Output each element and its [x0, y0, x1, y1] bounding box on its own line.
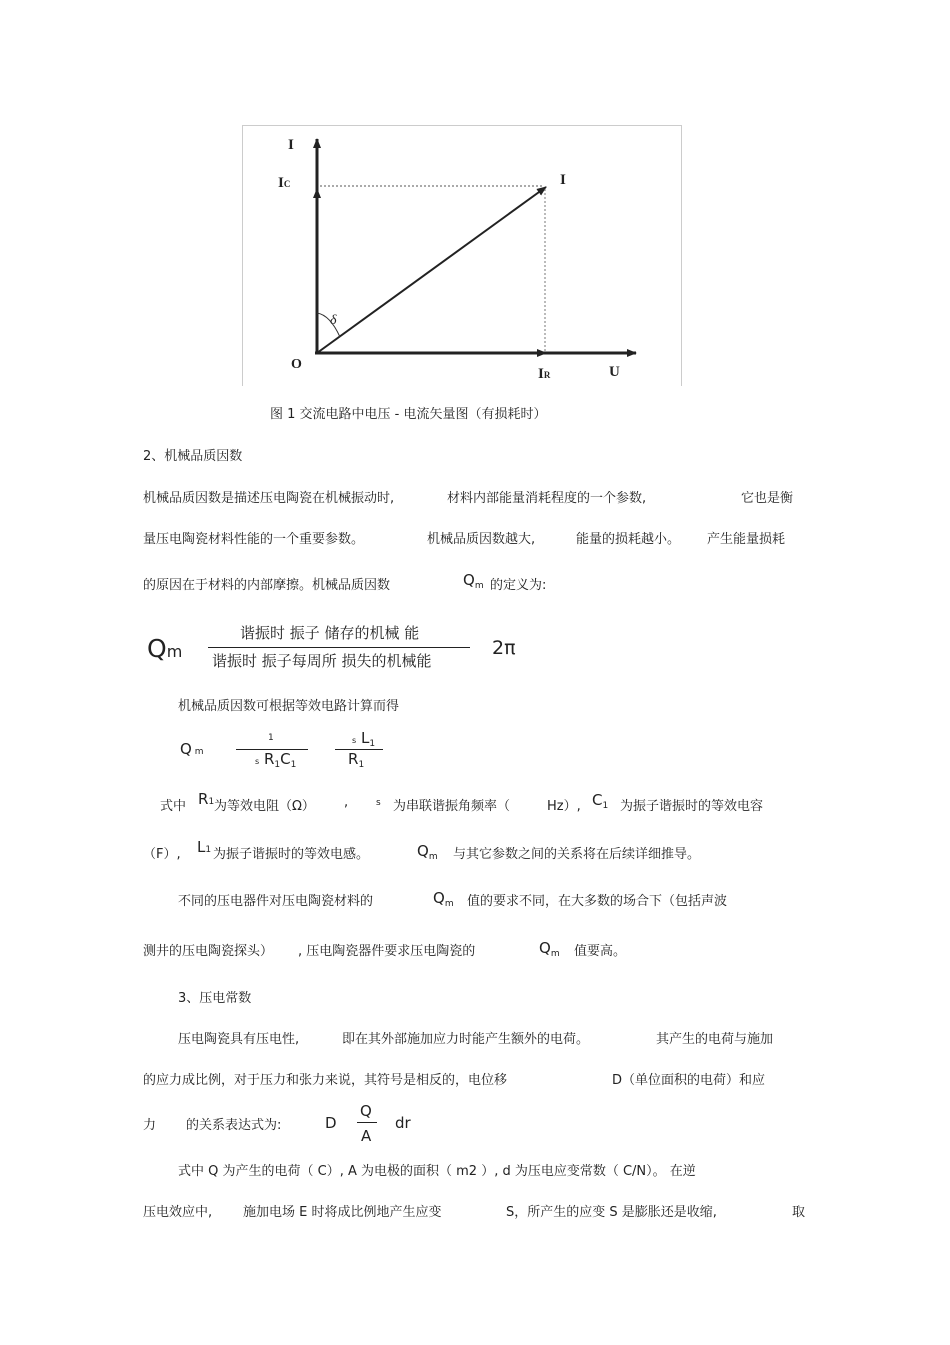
- s2-p1-l3a: 的原因在于材料的内部摩擦。机械品质因数: [143, 578, 391, 593]
- def-l1: L1: [197, 838, 212, 856]
- s2-p2: 机械品质因数可根据等效电路计算而得: [178, 699, 400, 714]
- s3-p1-l1b: 即在其外部施加应力时能产生额外的电荷。: [342, 1032, 590, 1047]
- origin-label: O: [291, 357, 302, 372]
- s3-p2-l2b: 施加电场 E 时将成比例地产生应变: [243, 1205, 442, 1220]
- def-l1c: 为串联谐振角频率（: [393, 799, 511, 814]
- s2-p1-l2b: 机械品质因数越大,: [427, 532, 536, 547]
- s2-p1-l3b: 的定义为:: [490, 578, 547, 593]
- def-l1a: 式中: [160, 799, 187, 814]
- s3-p1-l3b: 的关系表达式为:: [186, 1118, 282, 1133]
- formula1-rhs: 2π: [492, 637, 516, 659]
- formula3-dr: dr: [395, 1114, 411, 1132]
- section3-heading: 3、压电常数: [178, 991, 252, 1006]
- formula3-num: Q: [360, 1102, 372, 1120]
- s3-p2-l1: 式中 Q 为产生的电荷（ C）, A 为电极的面积（ m2 ）, d 为压电应变常数（ C/N）。 在逆: [178, 1164, 696, 1179]
- axis-i-label: I: [288, 137, 294, 153]
- formula3-den: A: [361, 1127, 372, 1145]
- s2-p3-l1a: 不同的压电器件对压电陶瓷材料的: [178, 894, 374, 909]
- s2-p3-qm: $Q_m$: [433, 889, 454, 909]
- def-qm: $Q_m$: [417, 842, 438, 862]
- s3-p1-l2a: 的应力成比例，对于压力和张力来说，其符号是相反的，电位移: [143, 1073, 508, 1088]
- s2-p3-l2a: 测井的压电陶瓷探头）: [143, 944, 274, 959]
- ir-label: IR: [538, 366, 551, 382]
- def-c1: $C_1$: [592, 791, 609, 811]
- s3-p1-l3a: 力: [143, 1118, 157, 1133]
- section2-heading: 2、机械品质因数: [143, 449, 243, 464]
- s3-p2-l2a: 压电效应中,: [143, 1205, 213, 1220]
- axis-u-label: U: [609, 364, 620, 380]
- s3-p2-l2d: 取: [792, 1205, 806, 1220]
- def-hz: Hz）,: [547, 799, 581, 814]
- s3-p1-l1a: 压电陶瓷具有压电性,: [178, 1032, 300, 1047]
- s3-p1-l1c: 其产生的电荷与施加: [656, 1032, 774, 1047]
- s2-p1-l1b: 材料内部能量消耗程度的一个参数,: [447, 491, 647, 506]
- def-r1: R1: [198, 790, 215, 808]
- s2-p3-l2c: 值要高。: [574, 944, 627, 959]
- s2-p1-l1c: 它也是衡: [741, 491, 794, 506]
- formula2-f1-num: 1: [268, 733, 274, 743]
- s3-p2-l2c: S，所产生的应变 S 是膨胀还是收缩,: [506, 1205, 717, 1220]
- formula1-lhs: Qm: [147, 634, 183, 663]
- s2-p3-qm2: $Q_m$: [539, 939, 560, 959]
- ic-label: IC: [278, 175, 291, 191]
- def-l2b: 为振子谐振时的等效电感。: [213, 847, 370, 862]
- formula3-d: D: [325, 1114, 337, 1132]
- formula2-lhs: Q m: [180, 740, 204, 758]
- formula1-numerator: 谐振时 振子 储存的机械 能: [240, 624, 420, 642]
- formula1-fraction-line: [208, 647, 470, 648]
- qm-symbol: $Q_m$: [463, 571, 484, 591]
- formula2-f1-den: s $R_1C_1$: [255, 750, 297, 770]
- s2-p1-l2d: 产生能量损耗: [707, 532, 786, 547]
- def-l2a: （F）,: [143, 847, 181, 862]
- formula2-f2-num: s $L_1$: [352, 729, 376, 749]
- s2-p3-l2b: , 压电陶瓷器件要求压电陶瓷的: [298, 944, 476, 959]
- def-l2c: 与其它参数之间的关系将在后续详细推导。: [453, 847, 701, 862]
- s2-p1-l2c: 能量的损耗越小。: [576, 532, 681, 547]
- vector-i-label: I: [560, 172, 566, 188]
- def-l1b: 为等效电阻（Ω）: [214, 799, 315, 814]
- s2-p1-l1a: 机械品质因数是描述压电陶瓷在机械振动时,: [143, 491, 395, 506]
- def-s: s: [376, 798, 381, 808]
- phasor-diagram: [242, 125, 682, 387]
- formula2-f2-den: $R_1$: [348, 750, 365, 770]
- i-vector: [317, 187, 546, 353]
- def-comma: ,: [344, 795, 349, 810]
- formula1-denominator: 谐振时 振子每周所 损失的机械能: [212, 652, 432, 670]
- s2-p1-l2a: 量压电陶瓷材料性能的一个重要参数。: [143, 532, 365, 547]
- s3-p1-l2b: D（单位面积的电荷）和应: [612, 1073, 766, 1088]
- s2-p3-l1b: 值的要求不同，在大多数的场合下（包括声波: [467, 894, 728, 909]
- figure-caption: 图 1 交流电路中电压 - 电流矢量图（有损耗时）: [270, 407, 547, 422]
- def-l1d: 为振子谐振时的等效电容: [620, 799, 764, 814]
- formula3-line: [357, 1122, 377, 1123]
- delta-label: δ: [330, 313, 337, 328]
